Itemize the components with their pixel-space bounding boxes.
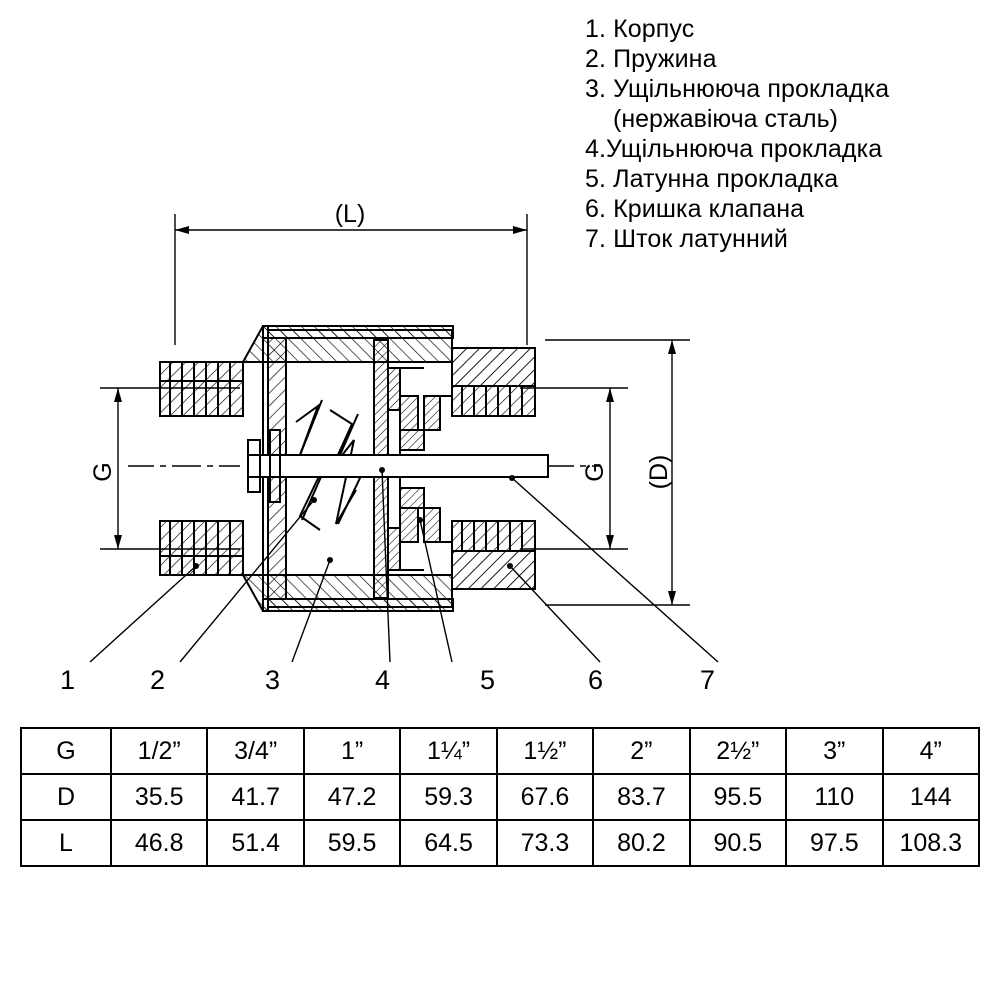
cell-D-9: 144 xyxy=(883,774,980,820)
cell-L-6: 80.2 xyxy=(593,820,689,866)
cell-D-5: 67.6 xyxy=(497,774,593,820)
label-dim-L: (L) xyxy=(334,200,366,228)
legend-item-2: 2. Пружина xyxy=(585,45,717,73)
legend-item-4: 4.Ущільнююча прокладка xyxy=(585,135,883,163)
cell-D-8: 110 xyxy=(786,774,882,820)
row-header-D: D xyxy=(21,774,111,820)
cell-L-5: 73.3 xyxy=(497,820,593,866)
table-row-L xyxy=(21,820,979,866)
cell-L-2: 51.4 xyxy=(207,820,303,866)
cell-D-4: 59.3 xyxy=(400,774,496,820)
row-header-L: L xyxy=(21,820,111,866)
cell-G-5: 1½” xyxy=(497,728,593,774)
cell-G-1: 1/2” xyxy=(111,728,207,774)
valve-body-left xyxy=(160,362,243,575)
legend-item-3: 3. Ущільнююча прокладка xyxy=(585,75,890,103)
table-row-G xyxy=(21,728,979,774)
dimensions-table xyxy=(20,727,980,867)
cell-G-8: 3” xyxy=(786,728,882,774)
cell-G-4: 1¼” xyxy=(400,728,496,774)
label-dim-G-left: G xyxy=(89,462,117,482)
cell-L-7: 90.5 xyxy=(690,820,786,866)
cell-G-6: 2” xyxy=(593,728,689,774)
row-header-G: G xyxy=(21,728,111,774)
label-dim-G-right: G xyxy=(581,462,609,482)
callout-label-6: 6 xyxy=(588,665,604,695)
cell-L-4: 64.5 xyxy=(400,820,496,866)
cell-D-6: 83.7 xyxy=(593,774,689,820)
cell-G-7: 2½” xyxy=(690,728,786,774)
legend-item-6: 6. Кришка клапана xyxy=(585,195,805,223)
cell-G-3: 1” xyxy=(304,728,400,774)
callout-label-3: 3 xyxy=(265,665,281,695)
callout-label-7: 7 xyxy=(700,665,716,695)
table-row-D xyxy=(21,774,979,820)
valve-stem xyxy=(248,430,548,502)
callout-label-5: 5 xyxy=(480,665,496,695)
cell-G-9: 4” xyxy=(883,728,980,774)
cell-D-2: 41.7 xyxy=(207,774,303,820)
cell-L-1: 46.8 xyxy=(111,820,207,866)
legend-item-5: 5. Латунна прокладка xyxy=(585,165,839,193)
cell-G-2: 3/4” xyxy=(207,728,303,774)
callout-label-1: 1 xyxy=(60,665,76,695)
cell-D-1: 35.5 xyxy=(111,774,207,820)
callout-label-4: 4 xyxy=(375,665,391,695)
cell-D-7: 95.5 xyxy=(690,774,786,820)
cell-L-9: 108.3 xyxy=(883,820,980,866)
cell-D-3: 47.2 xyxy=(304,774,400,820)
label-dim-D: (D) xyxy=(645,454,673,490)
cell-L-3: 59.5 xyxy=(304,820,400,866)
callout-label-2: 2 xyxy=(150,665,166,695)
legend-item-3-sub: (нержавіюча сталь) xyxy=(613,105,838,133)
legend-item-7: 7. Шток латунний xyxy=(585,225,788,253)
cell-L-8: 97.5 xyxy=(786,820,882,866)
legend-item-1: 1. Корпус xyxy=(585,15,695,43)
